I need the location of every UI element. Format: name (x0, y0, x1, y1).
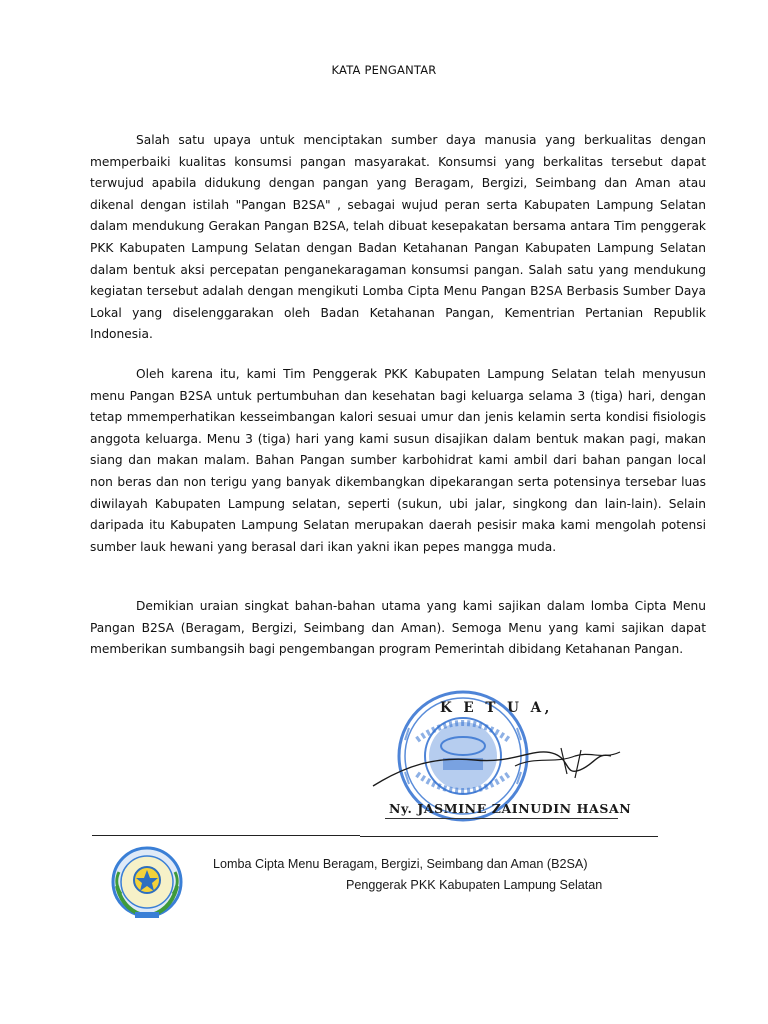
footer-divider-right (360, 836, 658, 837)
paragraph-2 (90, 364, 706, 558)
footer-divider-left (92, 835, 360, 836)
footer-line-1: Lomba Cipta Menu Beragam, Bergizi, Seimbang dan Aman (B2SA) (213, 857, 588, 871)
paragraph-1-text: Salah satu upaya untuk menciptakan sumber daya manusia yang berkualitas dengan memperbaiki kualitas konsumsi pangan masyarakat. Konsumsi yang berkalitas tersebut dapat terwujud apabila didukung dengan pangan yang Beragam, Bergizi, Seimbang dan Aman atau dikenal dengan istilah "Pangan B2SA" , sebagai wujud peran serta Kabupaten Lampung Selatan dalam mendukung Gerakan Pangan B2SA, telah dibuat kesepakatan bersama antara Tim penggerak PKK Kabupaten Lampung Selatan dengan Badan Ketahanan Pangan Kabupaten Lampung Selatan dalam bentuk aksi percepatan penganekaragaman konsumsi pangan. Salah satu yang mendukung kegiatan tersebut adalah dengan mengikuti Lomba Cipta Menu Pangan B2SA Berbasis Sumber Daya Lokal yang diselenggarakan oleh Badan Ketahanan Pangan, Kementrian Pertanian Republik Indonesia. (90, 133, 706, 342)
signature-role: K E T U A, (440, 700, 553, 716)
signature-block (355, 686, 685, 826)
paragraph-3 (90, 596, 706, 661)
footer-line-2: Penggerak PKK Kabupaten Lampung Selatan (346, 878, 603, 892)
paragraph-2-text: Oleh karena itu, kami Tim Penggerak PKK Kabupaten Lampung Selatan telah menyusun menu Pangan B2SA untuk pertumbuhan dan kesehatan bagi keluarga selama 3 (tiga) hari, dengan tetap mmemperhatikan kesseimbangan kalori sesuai umur dan jenis kelamin serta kondisi fisiologis anggota keluarga. Menu 3 (tiga) hari yang kami susun disajikan dalam bentuk makan pagi, makan siang dan makan malam. Bahan Pangan sumber karbohidrat kami ambil dari bahan pangan local non beras dan non terigu yang banyak dikembangkan dipekarangan serta potensinya tersebar luas diwilayah Kabupaten Lampung selatan, seperti (sukun, ubi jalar, singkong dan lain-lain). Selain daripada itu Kabupaten Lampung Selatan merupakan daerah pesisir maka kami mengolah potensi sumber lauk hewani yang berasal dari ikan yakni ikan pepes mangga muda. (90, 367, 706, 554)
paragraph-3-text: Demikian uraian singkat bahan-bahan utama yang kami sajikan dalam lomba Cipta Menu Pangan B2SA (Beragam, Bergizi, Seimbang dan Aman). Semoga Menu yang kami sajikan dapat memberikan sumbangsih bagi pengembangan program Pemerintah dibidang Ketahanan Pangan. (90, 599, 706, 657)
page-title: KATA PENGANTAR (331, 63, 437, 77)
paragraph-1 (90, 130, 706, 346)
signer-name: Ny. JASMINE ZAINUDIN HASAN (389, 801, 632, 816)
pkk-logo-icon (105, 842, 189, 926)
handwritten-signature-icon (365, 726, 665, 796)
signer-underline (385, 818, 618, 819)
